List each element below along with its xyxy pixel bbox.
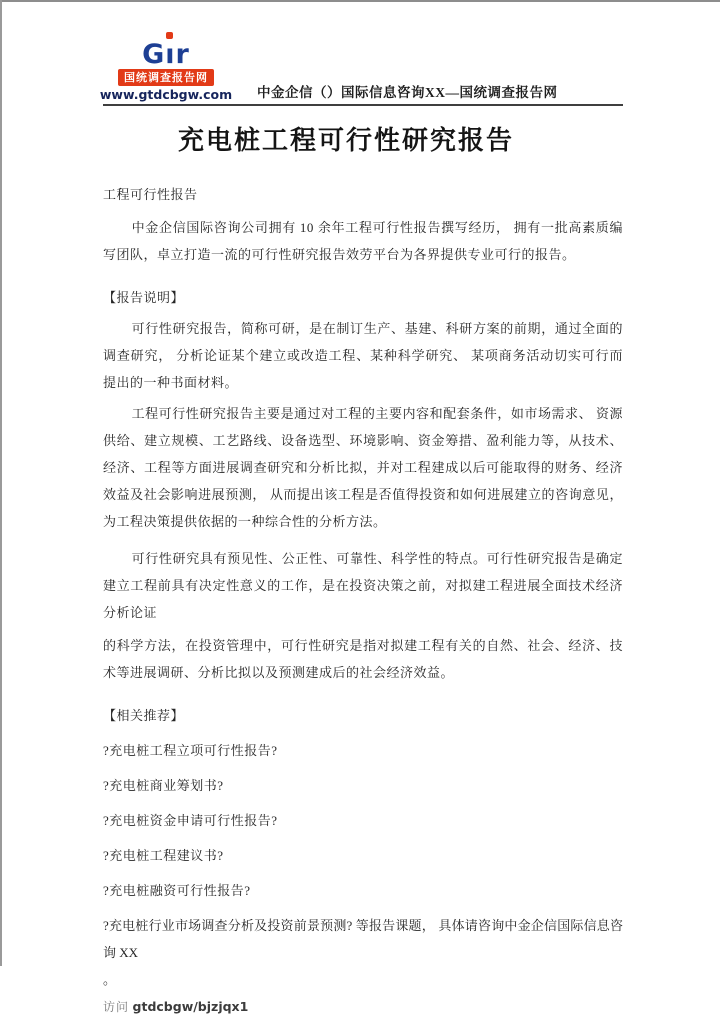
paragraph-lead: 工程可行性报告 [103,187,198,202]
document-body [103,181,623,1018]
section-heading-report-note: 【报告说明】 [103,290,185,305]
gir-logo-icon [142,39,190,70]
paragraph-features-part1: 可行性研究具有预见性、公正性、可靠性、科学性的特点。可行性研究报告是确定建立工程前具有决定性意义的工作，是在投资决策之前，对拟建工程进展全面技术经济分析论证 [103,551,623,620]
doc-title: 充电桩工程可行性研究报告 [177,126,514,155]
logo-letter-g: G [142,39,166,70]
recommendation-item: ?充电桩工程立项可行性报告? [103,743,278,758]
footer-link[interactable]: gtdcbgw/bjzjqx1 [132,999,249,1014]
closing-period: 。 [103,972,117,987]
company-logo [99,39,233,102]
header [99,39,623,106]
paragraph-scope: 工程可行性研究报告主要是通过对工程的主要内容和配套条件，如市场需求、 资源供给、建立规模、工艺路线、设备选型、环境影响、资金筹措、盈利能力等，从技术、经济、工程等方面进展调查研究和分析比拟，并对工程建成以后可能取得的财务、经济效益及社会影响进展预测， 从而提出该工程是否值得投资和如何进展建立的咨询意见，为工程决策提供依据的一种综合性的分析方法。 [103,406,623,529]
logo-letter-i: ı [165,39,175,70]
paragraph-definition: 可行性研究报告，简称可研，是在制订生产、基建、科研方案的前期，通过全面的调查研究， 分析论证某个建立或改造工程、某种科学研究、 某项商务活动切实可行而提出的一种书面材料。 [103,321,623,390]
recommendation-item: ?充电桩融资可行性报告? [103,883,251,898]
page-edge-top [0,0,720,2]
logo-website-url[interactable]: www.gtdcbgw.com [99,87,233,102]
page-content [99,39,623,1018]
recommendation-item-consult: ?充电桩行业市场调查分析及投资前景预测? 等报告课题， 具体请咨询中金企信国际信息咨询 XX [103,918,623,960]
logo-band-text: 国统调查报告网 [118,69,214,86]
recommendation-item: ?充电桩资金申请可行性报告? [103,813,278,828]
recommendation-item: ?充电桩工程建议书? [103,848,224,863]
section-heading-recommendations: 【相关推荐】 [103,708,185,723]
paragraph-features-part2: 的科学方法，在投资管理中，可行性研究是指对拟建工程有关的自然、社会、经济、技术等进展调研、分析比拟以及预测建成后的社会经济效益。 [103,638,623,680]
header-title: 中金企信（）国际信息咨询XX—国统调查报告网 [257,85,558,100]
footer [103,993,623,1018]
logo-i-dot-icon [166,32,173,39]
logo-letter-r: r [175,39,190,70]
paragraph-intro: 中金企信国际咨询公司拥有 10 余年工程可行性报告撰写经历， 拥有一批高素质编写团队，卓立打造一流的可行性研究报告效劳平台为各界提供专业可行的报告。 [103,220,623,262]
footer-visit-label: 访问 [103,1000,130,1014]
page-edge-left [0,0,2,966]
recommendation-item: ?充电桩商业筹划书? [103,778,224,793]
